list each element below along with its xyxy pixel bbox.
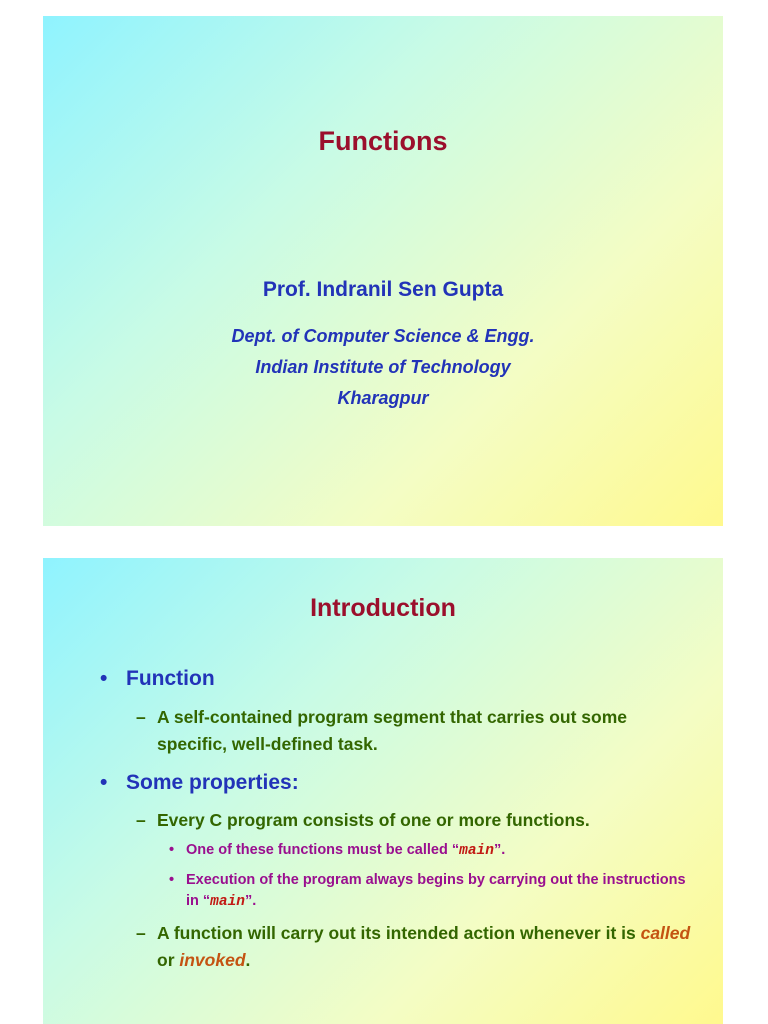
bullet-function — [100, 667, 215, 691]
slide-introduction — [43, 558, 723, 1024]
text-part: or — [157, 950, 180, 970]
close-quote: ” — [493, 842, 502, 858]
dash-marker: – — [136, 810, 146, 830]
author-name: Prof. Indranil Sen Gupta — [262, 278, 504, 301]
sub-bullet-text — [136, 920, 696, 974]
open-quote: “ — [451, 842, 460, 858]
affiliation-location: Kharagpur — [337, 388, 429, 408]
slide-title — [43, 16, 723, 526]
sub-sub-bullet-text — [169, 840, 694, 862]
bullet-label: Function — [126, 667, 215, 690]
text-part: . — [252, 893, 257, 909]
bullet-properties — [100, 771, 299, 795]
sub-bullet-text: Every C program consists of one or more functions. — [157, 810, 590, 830]
text-part: . — [245, 950, 251, 970]
emph-called: called — [640, 923, 691, 943]
bullet-marker: • — [100, 771, 108, 794]
code-main: main — [210, 894, 245, 910]
bullet-marker: • — [169, 842, 175, 858]
sub-sub-bullet-execution — [169, 870, 694, 913]
sub-bullet-text: A self-contained program segment that carries out some specific, well-defined task. — [157, 707, 628, 754]
affiliation-institute: Indian Institute of Technology — [255, 357, 511, 377]
sub-sub-bullet-text — [169, 870, 694, 913]
bullet-marker: • — [169, 872, 175, 888]
affiliation-department: Dept. of Computer Science & Engg. — [231, 326, 535, 346]
text-part: One of these functions must be called — [186, 842, 452, 858]
emph-invoked: invoked — [179, 950, 246, 970]
sub-sub-bullet-main-called — [169, 840, 694, 862]
bullet-marker: • — [100, 667, 108, 690]
bullet-label: Some properties: — [126, 771, 299, 794]
close-quote: ” — [244, 893, 253, 909]
open-quote: “ — [202, 893, 211, 909]
sub-bullet-definition — [136, 704, 696, 758]
text-part: Execution of the program always begins by carrying out the instructions in — [186, 872, 686, 909]
text-part: A function will carry out its intended action whenever it is — [157, 923, 641, 943]
introduction-heading: Introduction — [310, 594, 456, 622]
text-part: . — [501, 842, 506, 858]
sub-bullet-invocation — [136, 920, 696, 974]
code-main: main — [459, 843, 494, 859]
sub-bullet-c-program — [136, 807, 696, 834]
dash-marker: – — [136, 707, 146, 727]
dash-marker: – — [136, 923, 146, 943]
slide-title-heading: Functions — [318, 126, 448, 156]
